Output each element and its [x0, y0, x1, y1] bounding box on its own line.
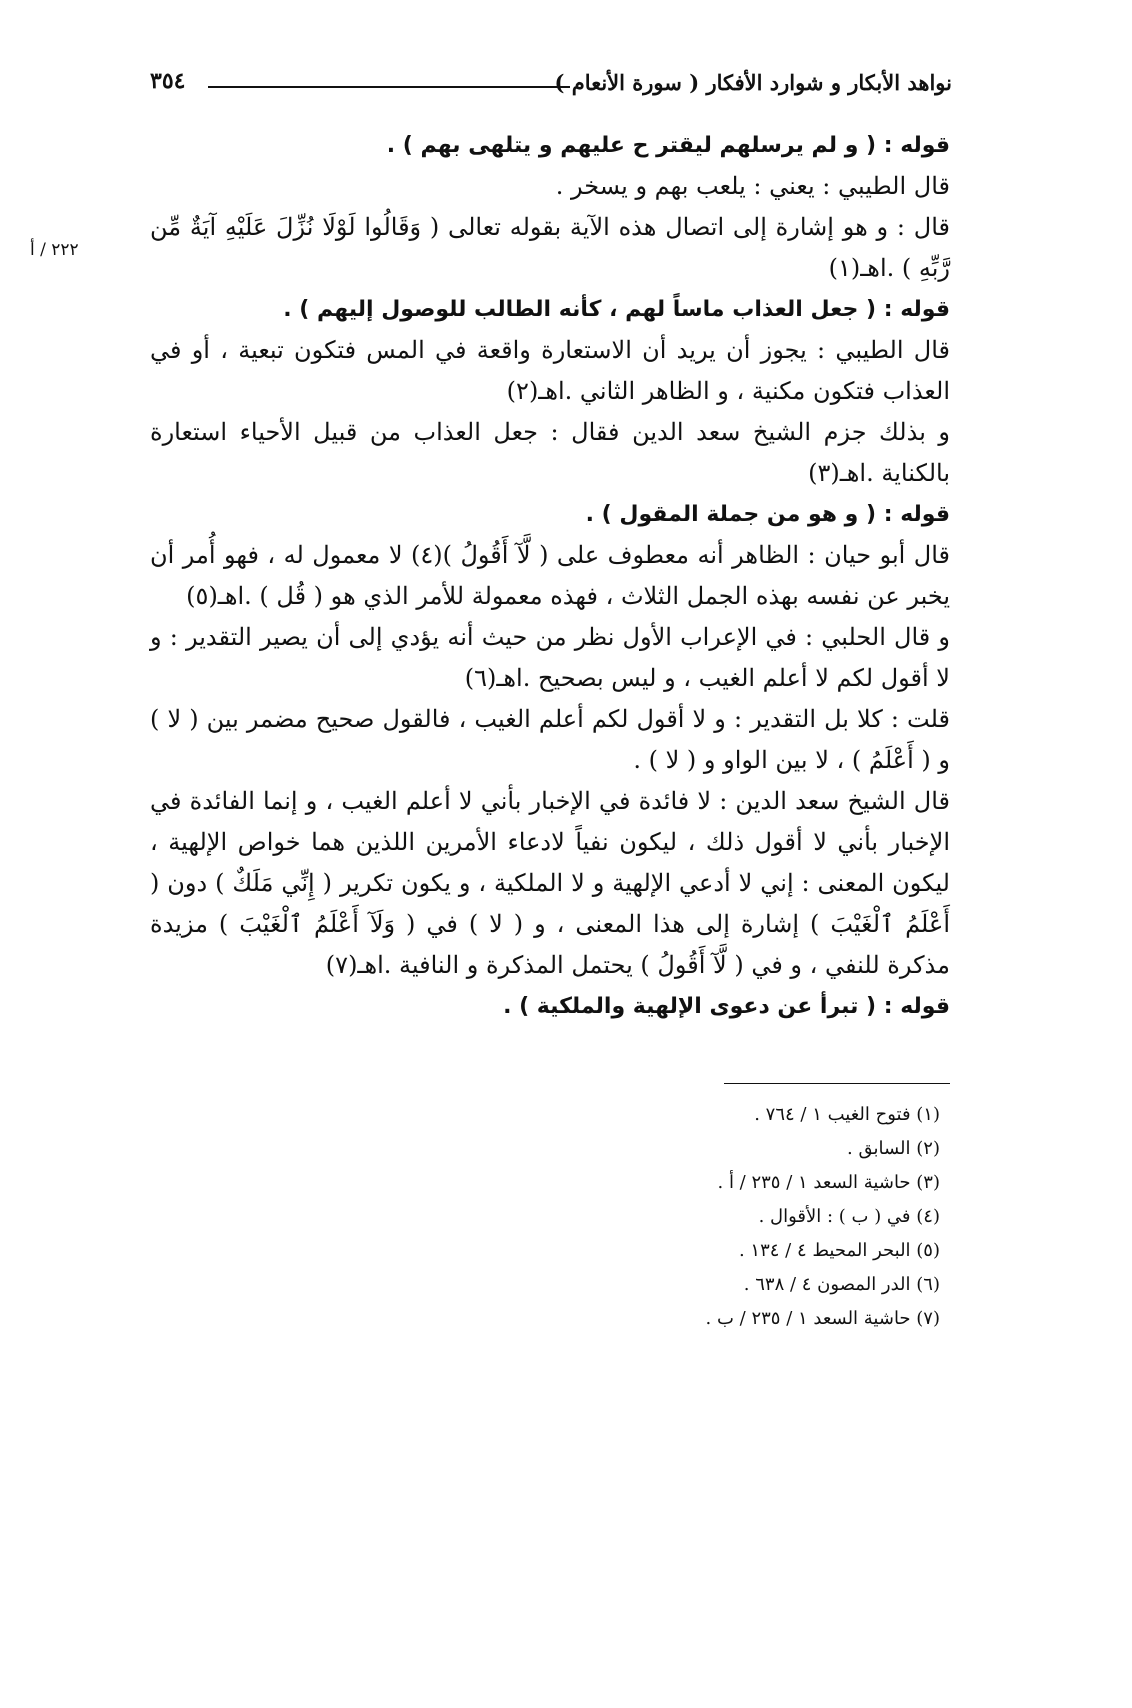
paragraph: قال الطيبي : يعني : يلعب بهم و يسخر .	[555, 172, 950, 200]
paragraph: قال الشيخ سعد الدين : لا فائدة في الإخبار بأني لا أعلم الغيب ، و إنما الفائدة في الإخبار بأني لا أقول ذلك ، ليكون نفياً لادعاء الأمرين اللذين هما خواص الإلهية ، ليكون المعنى : إني لا أدعي الإلهية و لا الملكية ، و يكون تكرير ( إِنِّي مَلَكٌ ) دون ( أَعْلَمُ ٱلْغَيْبَ ) إشارة إلى هذا المعنى ، و ( لا ) في ( وَلَآ أَعْلَمُ ٱلْغَيْبَ ) مزيدة مذكرة للنفي ، و في ( لَّآ أَقُولُ ) يحتمل المذكرة و النافية .اهـ(٧)	[150, 787, 950, 979]
qawl-heading: قوله : ( تبرأ عن دعوى الإلهية والملكية ) .	[503, 994, 950, 1019]
footnote-separator	[724, 1083, 950, 1084]
footnote: (٣) حاشية السعد ١ / ٢٣٥ / أ .	[717, 1172, 940, 1193]
paragraph: قلت : كلا بل التقدير : و لا أقول لكم أعلم الغيب ، فالقول صحيح مضمر بين ( لا ) و ( أَعْلَمُ ) ، لا بين الواو و ( لا ) .	[150, 705, 950, 774]
paragraph: قال الطيبي : يجوز أن يريد أن الاستعارة واقعة في المس فتكون تبعية ، أو في العذاب فتكون مكنية ، و الظاهر الثاني .اهـ(٢)	[150, 336, 950, 405]
footnotes	[150, 1098, 950, 1336]
qawl-heading: قوله : ( جعل العذاب ماساً لهم ، كأنه الطالب للوصول إليهم ) .	[283, 297, 950, 322]
footnote: (٦) الدر المصون ٤ / ٦٣٨ .	[743, 1274, 940, 1295]
book-title: نواهد الأبكار و شوارد الأفكار ( سورة الأنعام )	[554, 70, 952, 95]
qawl-heading: قوله : ( و هو من جملة المقول ) .	[585, 502, 950, 527]
paragraph: قال أبو حيان : الظاهر أنه معطوف على ( لَّآ أَقُولُ )(٤) لا معمول له ، فهو أُمر أن يخبر عن نفسه بهذه الجمل الثلاث ، فهذه معمولة للأمر الذي هو ( قُل ) .اهـ(٥)	[150, 541, 950, 610]
footnote: (٤) في ( ب ) : الأقوال .	[758, 1206, 940, 1227]
footnote: (٥) البحر المحيط ٤ / ١٣٤ .	[738, 1240, 940, 1261]
header-rule	[208, 86, 570, 88]
qawl-heading: قوله : ( و لم يرسلهم ليقتر ح عليهم و يتلهى بهم ) .	[386, 133, 950, 158]
paragraph: و قال الحلبي : في الإعراب الأول نظر من حيث أنه يؤدي إلى أن يصير التقدير : و لا أقول لكم لا أعلم الغيب ، و ليس بصحيح .اهـ(٦)	[150, 623, 951, 692]
main-text	[150, 125, 950, 1336]
footnote: (٢) السابق .	[847, 1138, 940, 1159]
running-header	[150, 66, 952, 106]
manuscript-folio-note: ٢٢٢ / أ	[30, 240, 79, 260]
paragraph: قال : و هو إشارة إلى اتصال هذه الآية بقوله تعالى ( وَقَالُوا لَوْلَا نُزِّلَ عَلَيْهِ آيَةٌ مِّن رَّبِّهِ ) .اهـ(١)	[150, 213, 950, 282]
paragraph: و بذلك جزم الشيخ سعد الدين فقال : جعل العذاب من قبيل الأحياء استعارة بالكناية .اهـ(٣)	[150, 418, 950, 487]
footnote: (٧) حاشية السعد ١ / ٢٣٥ / ب .	[705, 1308, 940, 1329]
page-number: ٣٥٤	[150, 68, 186, 94]
footnote: (١) فتوح الغيب ١ / ٧٦٤ .	[754, 1104, 940, 1125]
